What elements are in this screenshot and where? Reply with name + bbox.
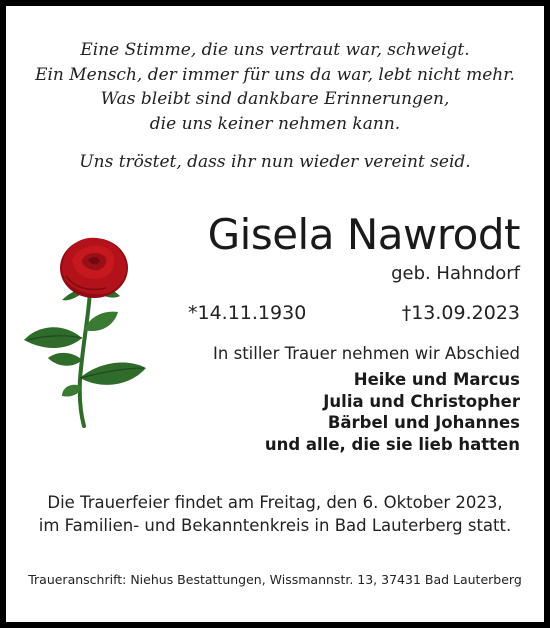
- poem-line: Ein Mensch, der immer für uns da war, lebt nicht mehr.: [35, 64, 515, 85]
- mourning-address: Traueranschrift: Niehus Bestattungen, Wissmannstr. 13, 37431 Bad Lauterberg: [28, 572, 522, 587]
- poem-line: Eine Stimme, die uns vertraut war, schweigt.: [80, 40, 470, 60]
- ceremony-line: im Familien- und Bekanntenkreis in Bad Lauterberg statt.: [38, 515, 512, 535]
- obituary-card: [6, 6, 544, 622]
- mourners-list: [265, 369, 520, 455]
- poem-line: Was bleibt sind dankbare Erinnerungen,: [100, 89, 450, 109]
- poem: [6, 38, 544, 136]
- rose-image: [18, 230, 148, 430]
- death-date: †13.09.2023: [401, 302, 520, 324]
- ceremony-line: Die Trauerfeier findet am Freitag, den 6. Oktober 2023,: [47, 493, 503, 512]
- ceremony-info: [6, 492, 544, 537]
- maiden-name: geb. Hahndorf: [391, 263, 520, 284]
- poem-closing: Uns tröstet, dass ihr nun wieder vereint seid.: [79, 152, 471, 172]
- mourning-text: In stiller Trauer nehmen wir Abschied: [213, 344, 520, 363]
- poem-line: die uns keiner nehmen kann.: [149, 113, 401, 134]
- deceased-name: Gisela Nawrodt: [207, 210, 520, 259]
- mourner-entry: Bärbel und Johannes: [327, 413, 520, 432]
- mourner-entry: Heike und Marcus: [353, 370, 520, 389]
- mourner-entry: und alle, die sie lieb hatten: [264, 434, 520, 454]
- mourner-entry: Julia und Christopher: [323, 391, 520, 411]
- birth-date: *14.11.1930: [188, 302, 307, 324]
